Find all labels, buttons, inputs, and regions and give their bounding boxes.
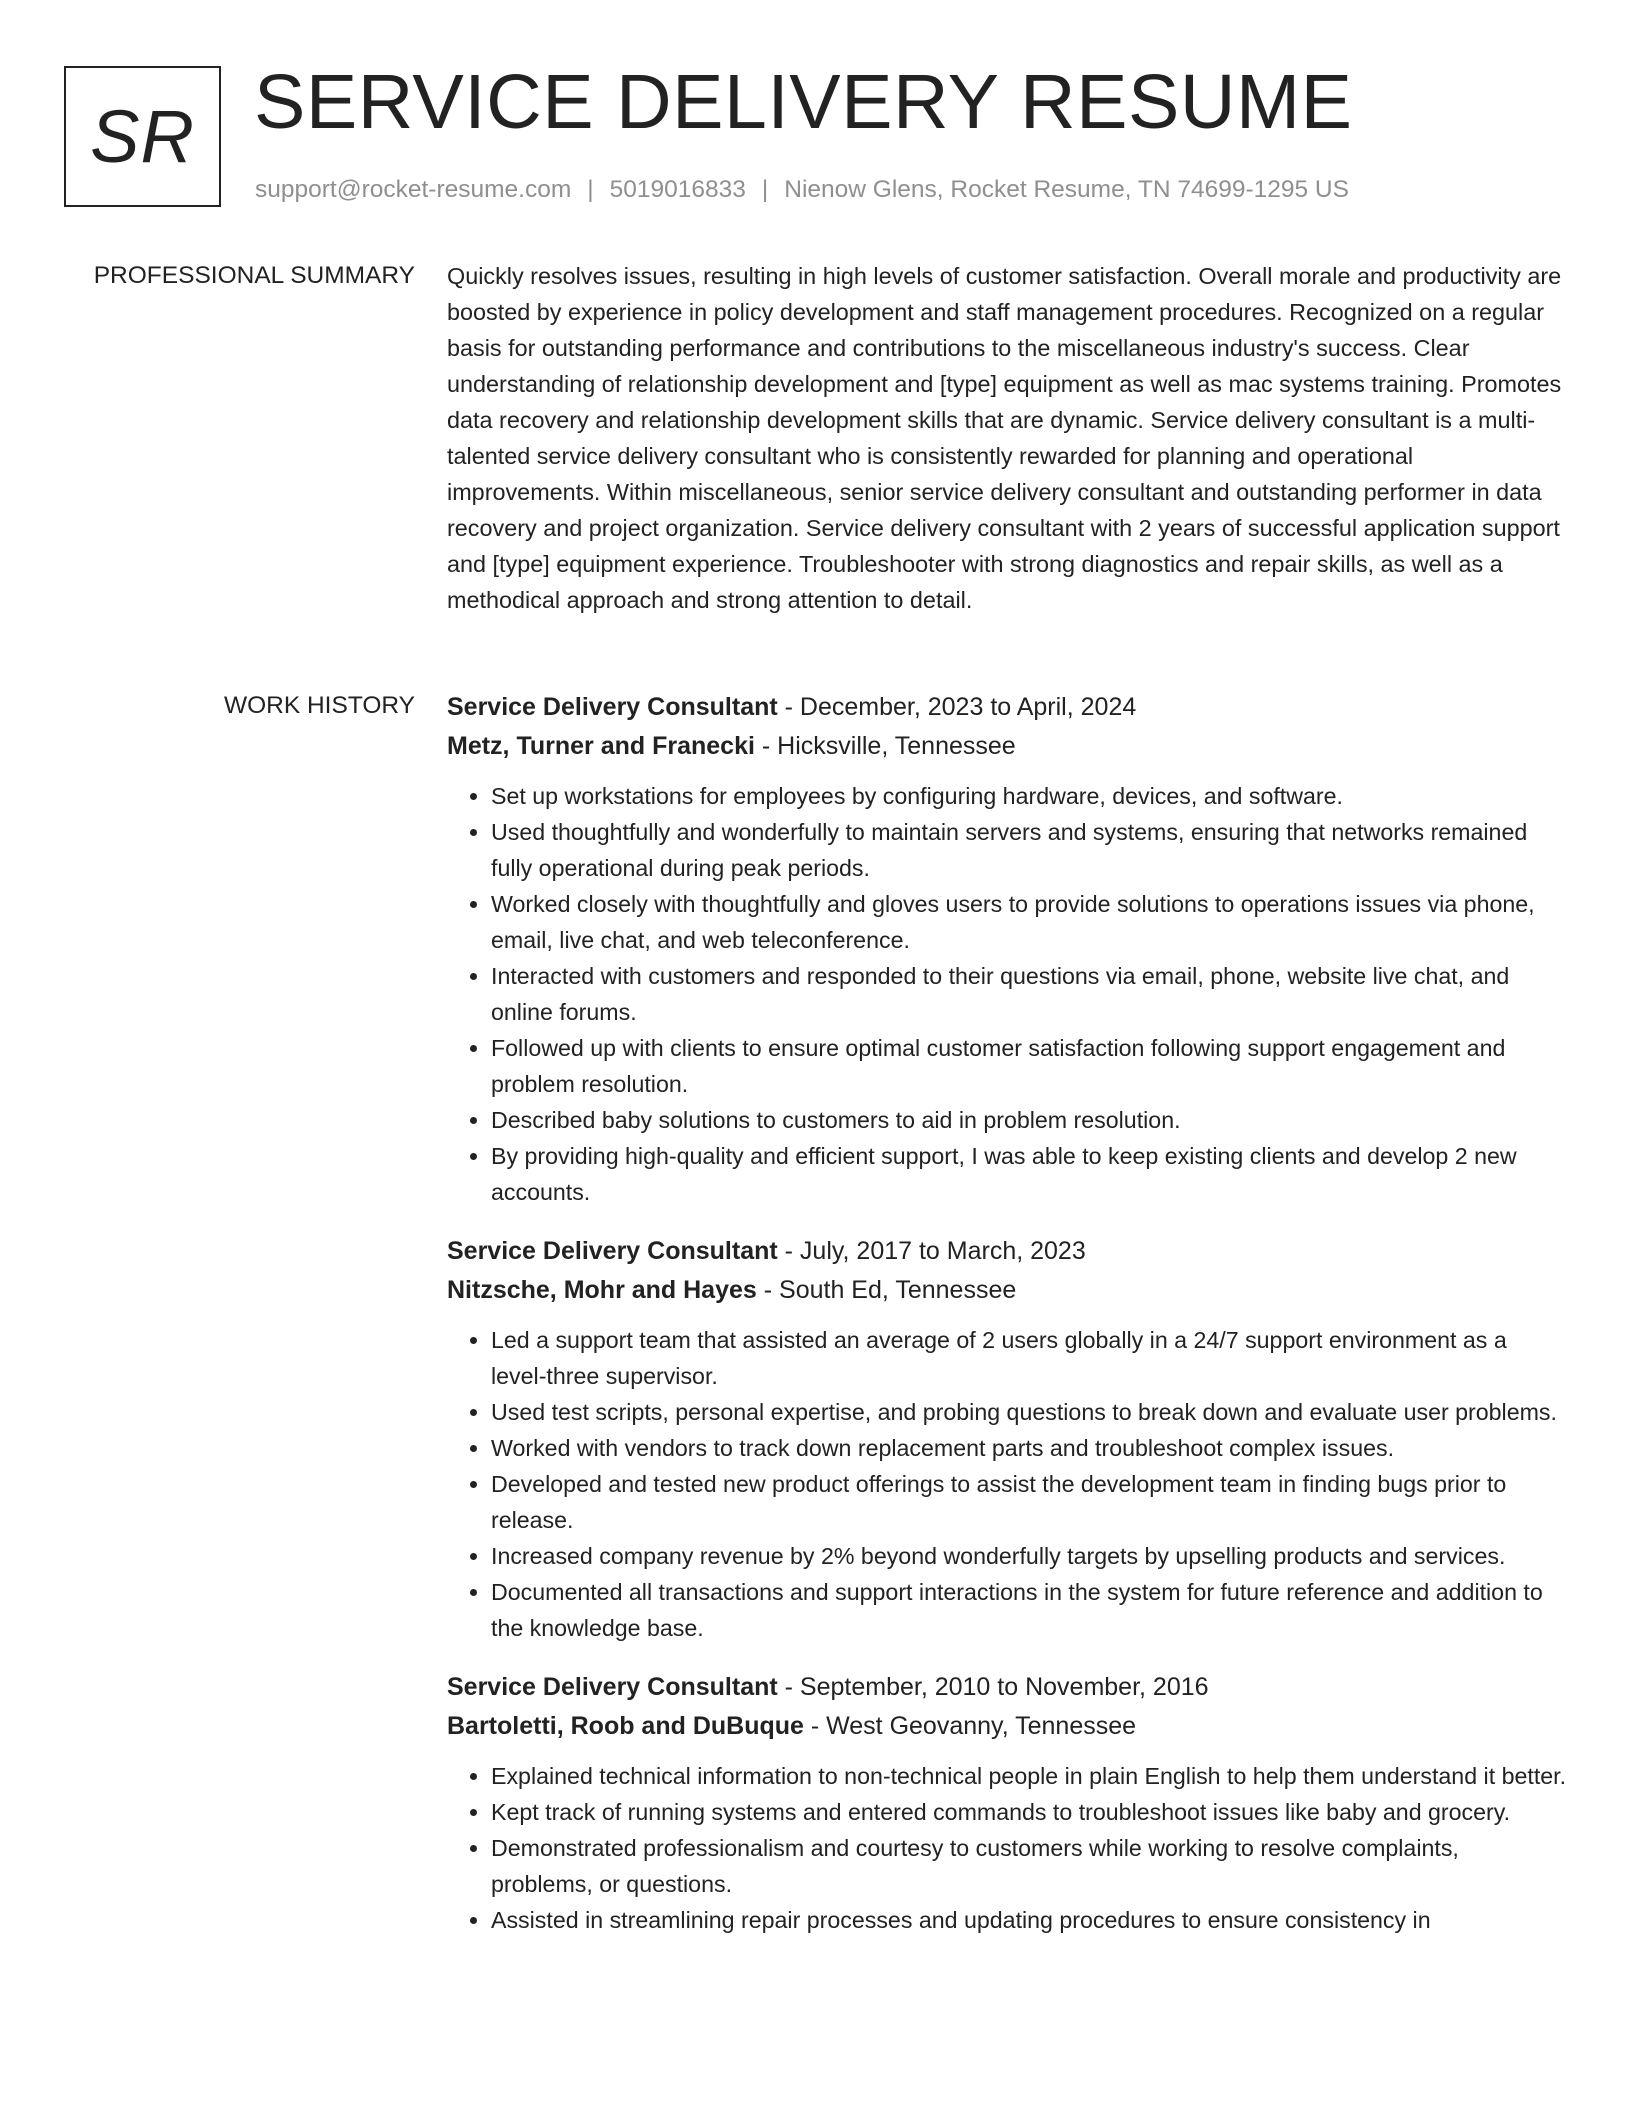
job-bullet-list [447,1758,1567,1938]
job-dates: - July, 2017 to March, 2023 [777,1237,1086,1265]
job-title: Service Delivery Consultant [447,1673,778,1701]
job-company: Nitzsche, Mohr and Hayes [447,1276,757,1304]
job-title-line [447,1232,1567,1271]
job-bullet: • Interacted with customers and responded to their questions via email, phone, website live chat, and online forums. [491,958,1567,1030]
contact-address: Nienow Glens, Rocket Resume, TN 74699-1295 US [784,176,1349,203]
job-company-line [447,1271,1567,1310]
job-entry [447,1232,1567,1646]
monogram-badge [64,66,221,207]
job-title: Service Delivery Consultant [447,693,778,721]
job-title: Service Delivery Consultant [447,1237,778,1265]
job-location: - Hicksville, Tennessee [754,732,1016,760]
job-bullet: • Assisted in streamlining repair processes and updating procedures to ensure consistency in [491,1902,1567,1938]
resume-title: SERVICE DELIVERY RESUME [254,59,1353,145]
job-dates: - December, 2023 to April, 2024 [777,693,1137,721]
summary-heading: PROFESSIONAL SUMMARY [93,262,415,289]
contact-line [255,174,1349,206]
job-title-line [447,688,1567,727]
job-bullet: • Documented all transactions and support interactions in the system for future reference and addition to the knowledge base. [491,1574,1567,1646]
job-bullet: • Demonstrated professionalism and courtesy to customers while working to resolve complaints, problems, or questions. [491,1830,1567,1902]
job-location: - West Geovanny, Tennessee [803,1712,1137,1740]
job-bullet: • Explained technical information to non-technical people in plain English to help them understand it better. [491,1758,1567,1794]
job-bullet: • Kept track of running systems and entered commands to troubleshoot issues like baby and grocery. [491,1794,1567,1830]
job-company-line [447,727,1567,766]
summary-paragraph: Quickly resolves issues, resulting in high levels of customer satisfaction. Overall morale and productivity are boosted by experience in policy development and staff management procedures. Recognized on a regular basis for outstanding performance and contributions to the miscellaneous industry's success. Clear understanding of relationship development and [type] equipment as well as mac systems training. Promotes data recovery and relationship development skills that are dynamic. Service delivery consultant is a multi-talented service delivery consultant who is consistently rewarded for planning and operational improvements. Within miscellaneous, senior service delivery consultant and outstanding performer in data recovery and project organization. Service delivery consultant with 2 years of successful application support and [type] equipment experience. Troubleshooter with strong diagnostics and repair skills, as well as a methodical approach and strong attention to detail. [447,263,1562,613]
job-bullet: • By providing high-quality and efficient support, I was able to keep existing clients and develop 2 new accounts. [491,1138,1567,1210]
job-bullet: • Used test scripts, personal expertise, and probing questions to break down and evaluate user problems. [491,1394,1567,1430]
job-bullet: • Increased company revenue by 2% beyond wonderfully targets by upselling products and services. [491,1538,1567,1574]
job-company: Metz, Turner and Franecki [447,732,755,760]
job-bullet: • Followed up with clients to ensure optimal customer satisfaction following support engagement and problem resolution. [491,1030,1567,1102]
job-bullet: • Led a support team that assisted an average of 2 users globally in a 24/7 support environment as a level-three supervisor. [491,1322,1567,1394]
job-bullet: • Set up workstations for employees by configuring hardware, devices, and software. [491,778,1567,814]
contact-phone: 5019016833 [609,176,746,203]
contact-email: support@rocket-resume.com [255,176,572,203]
job-bullet: • Worked closely with thoughtfully and gloves users to provide solutions to operations issues via phone, email, live chat, and web teleconference. [491,886,1567,958]
work-history-content [447,688,1567,1960]
contact-separator: | [761,176,769,203]
job-location: - South Ed, Tennessee [756,1276,1017,1304]
job-bullet-list [447,1322,1567,1646]
job-company-line [447,1707,1567,1746]
contact-separator: | [587,176,594,203]
job-bullet: • Described baby solutions to customers to aid in problem resolution. [491,1102,1567,1138]
job-dates: - September, 2010 to November, 2016 [777,1673,1209,1701]
job-bullet: • Developed and tested new product offerings to assist the development team in finding bugs prior to release. [491,1466,1567,1538]
job-entry [447,1668,1567,1938]
job-bullet: • Used thoughtfully and wonderfully to maintain servers and systems, ensuring that networks remained fully operational during peak periods. [491,814,1567,886]
job-title-line [447,1668,1567,1707]
job-bullet-list [447,778,1567,1210]
job-bullet: • Worked with vendors to track down replacement parts and troubleshoot complex issues. [491,1430,1567,1466]
job-entry [447,688,1567,1210]
job-company: Bartoletti, Roob and DuBuque [447,1712,804,1740]
monogram-initials: SR [90,95,195,178]
summary-content [447,258,1567,618]
work-history-heading: WORK HISTORY [223,692,415,719]
